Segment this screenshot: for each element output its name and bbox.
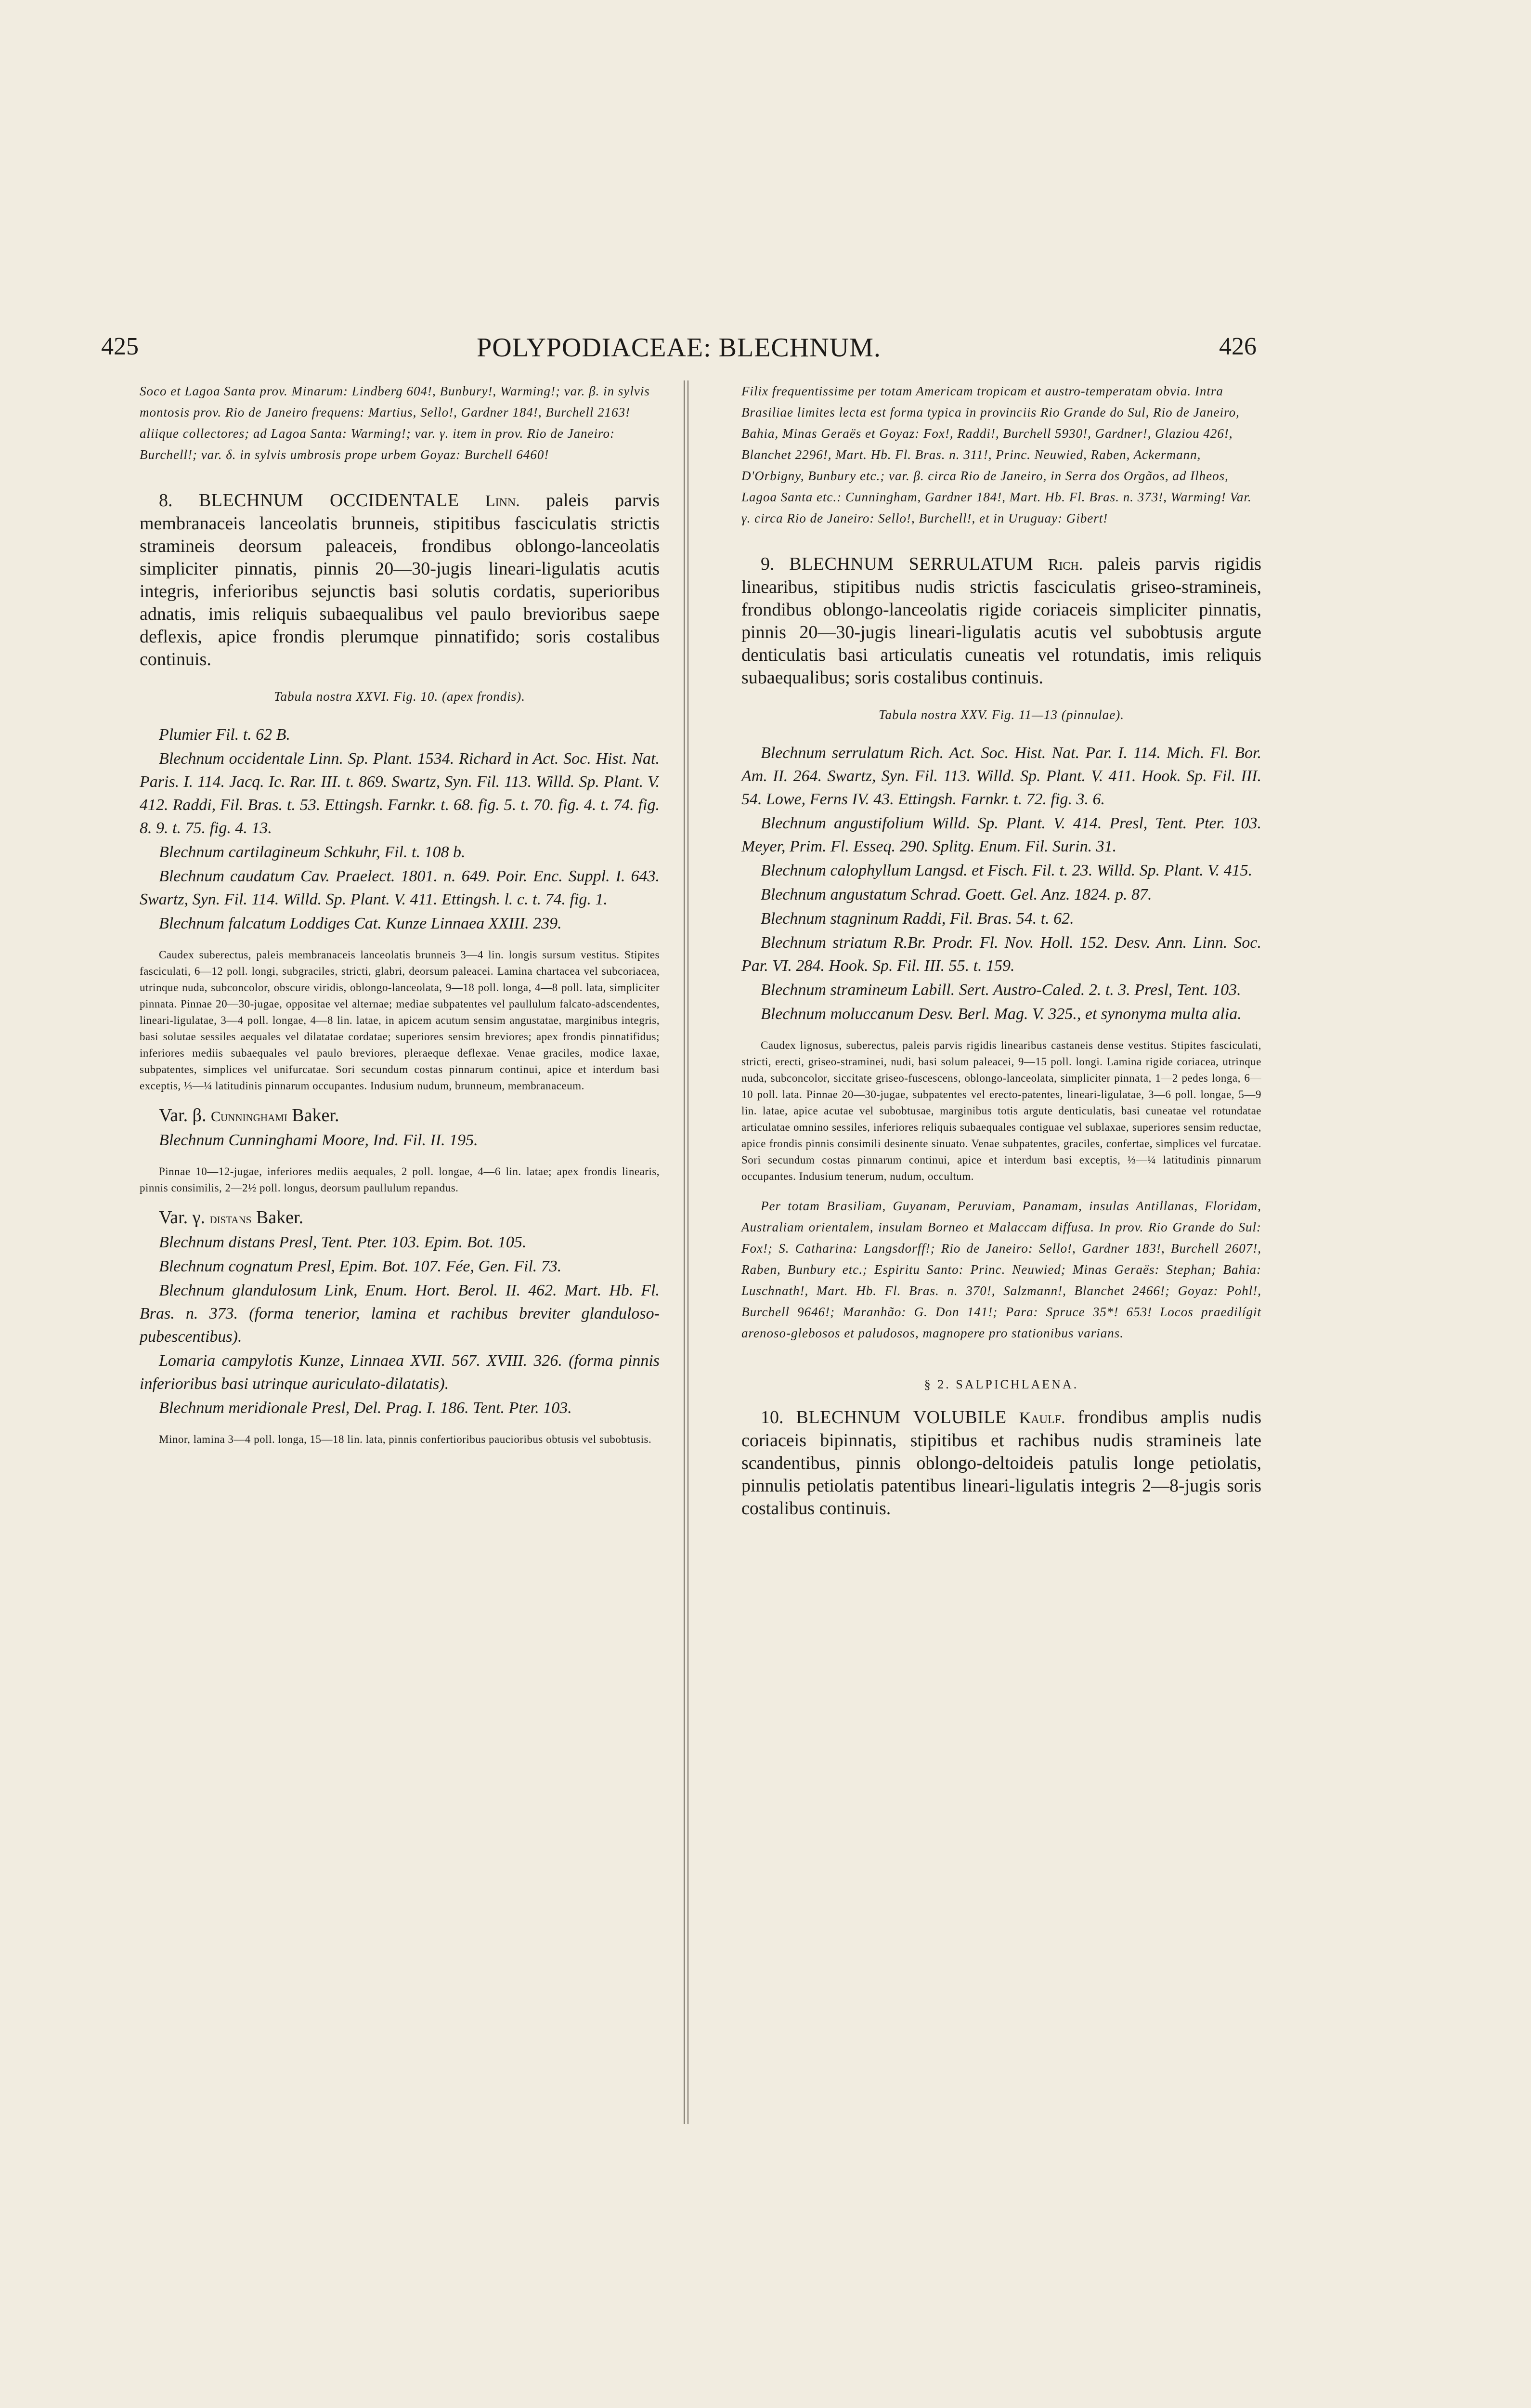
distribution: Per totam Brasiliam, Guyanam, Peruviam, Panamam, insulas Antillanas, Floridam, Australiam orientalem, insulam Borneo et Malaccam diffusa. In prov. Rio Grande do Sul: Fox!; S. Catharina: Langsdorff!; Rio de Janeiro: Sello!, Gardner 183!, Burchell 2607!, Raben, Bunbury etc.; Espiritu Santo: Princ. Neuwied; Minas Geraës: Stephan; Bahia: Luschnath!, Mart. Hb. Fl. Bras. n. 370!, Salzmann!, Blanchet 2466!; Goyaz: Pohl!, Burchell 9646!; Maranhão: G. Don 141!; Para: Spruce 35*! 653! Locos praedilígit arenoso-glebosos et paludosos, magnopere pro stationibus varians. xyxy=(741,1199,1261,1340)
synonym-line: Blechnum moluccanum Desv. Berl. Mag. V. 325., et synonyma multa alia. xyxy=(761,1005,1242,1023)
species-author: Linn. xyxy=(485,492,520,510)
species-8-diagnosis xyxy=(140,489,660,671)
diagnosis-text: frondibus amplis nudis coriaceis bipinnatis, stipitibus et rachibus nudis stramineis late scandentibus, pinnis oblongo-deltoideis patulis longe petiolatis, pinnulis petiolatis patentibus lineari-ligulatis integris 2—8-jugis soris costalibus continuis. xyxy=(741,1407,1262,1518)
right-column xyxy=(741,380,1261,1520)
synonym-line: Blechnum serrulatum Rich. Act. Soc. Hist. Nat. Par. I. 114. Mich. Fl. Bor. Am. II. 264. Swartz, Syn. Fil. 113. Willd. Sp. Plant. V. 411. Hook. Sp. Fil. III. 54. Lowe, Ferns IV. 43. Ettingsh. Farnkr. t. 72. fig. 3. 6. xyxy=(741,744,1261,808)
variety-label: Var. β. xyxy=(159,1105,207,1125)
synonym-line: Blechnum angustifolium Willd. Sp. Plant. V. 414. Presl, Tent. Pter. 103. Meyer, Prim. Fl. Esseq. 290. Splitg. Enum. Fil. Surin. 31. xyxy=(741,814,1261,855)
species-author: Kaulf. xyxy=(1019,1409,1065,1427)
species-name: BLECHNUM VOLUBILE xyxy=(796,1407,1007,1427)
distribution-continuation: Filix frequentissime per totam Americam tropicam et austro-temperatam obvia. Intra Brasiliae limites lecta est forma typica in provinciis Rio Grande do Sul, Rio de Janeiro, Bahia, Minas Geraës et Goyaz: Fox!, Raddi!, Burchell 5930!, Gardner!, Glaziou 426!, Blanchet 2296!, Mart. Hb. Fl. Bras. n. 311!, Princ. Neuwied, Raben, Ackermann, D'Orbigny, Bunbury etc.; var. β. circa Rio de Janeiro, in Serra dos Orgãos, ad Ilheos, Lagoa Santa etc.: Cunningham, Gardner 184!, Mart. Hb. Fl. Bras. n. 373!, Warming! Var. γ. circa Rio de Janeiro: Sello!, Burchell!, et in Uruguay: Gibert! xyxy=(741,384,1252,525)
variety-label: Var. γ. xyxy=(159,1207,205,1228)
species-9-diagnosis xyxy=(741,553,1261,689)
variety-heading-beta xyxy=(159,1105,660,1126)
synonym-line: Blechnum caudatum Cav. Praelect. 1801. n. 649. Poir. Enc. Suppl. I. 643. Swartz, Syn. Fil. 114. Willd. Sp. Plant. V. 411. Ettingsh. l. c. t. 74. fig. 1. xyxy=(140,867,660,908)
species-author: Rich. xyxy=(1048,556,1083,574)
species-number: 9. xyxy=(761,554,775,574)
locality-continuation: Soco et Lagoa Santa prov. Minarum: Lindberg 604!, Bunbury!, Warming!; var. β. in sylvis montosis prov. Rio de Janeiro frequens: Martius, Sello!, Gardner 184!, Burchell 2163! aliique collectores; ad Lagoa Santa: Warming!; var. γ. item in prov. Rio de Janeiro: Burchell!; var. δ. in sylvis umbrosis prope urbem Goyaz: Burchell 6460! xyxy=(140,384,650,462)
synonym-line: Lomaria campylotis Kunze, Linnaea XVII. 567. XVIII. 326. (forma pinnis inferioribus basi utrinque auriculato-dilatatis). xyxy=(140,1352,660,1393)
synonym-line: Blechnum glandulosum Link, Enum. Hort. Berol. II. 462. Mart. Hb. Fl. Bras. n. 373. (forma tenerior, lamina et rachibus breviter glanduloso-pubescentibus). xyxy=(140,1282,660,1346)
synonym-line: Blechnum stramineum Labill. Sert. Austro-Caled. 2. t. 3. Presl, Tent. 103. xyxy=(761,981,1241,999)
running-title: POLYPODIACEAE: BLECHNUM. xyxy=(477,333,881,363)
diagnosis-text: paleis parvis membranaceis lanceolatis brunneis, stipitibus fasciculatis strictis stramineis deorsum paleaceis, frondibus oblongo-lanceolatis simpliciter pinnatis, pinnis 20—30-jugis lineari-ligulatis acutis integris, inferioribus sejunctis basi solutis cordatis, superioribus adnatis, imis reliquis subaequalibus vel paulo brevioribus saepe deflexis, apice frondis plerumque pinnatifido; soris costalibus continuis. xyxy=(140,490,660,669)
synonym-line: Blechnum meridionale Presl, Del. Prag. I. 186. Tent. Pter. 103. xyxy=(159,1399,572,1417)
synonym-line: Blechnum calophyllum Langsd. et Fisch. Fil. t. 23. Willd. Sp. Plant. V. 415. xyxy=(761,862,1253,879)
plate-reference: Tabula nostra XXVI. Fig. 10. (apex frondis). xyxy=(274,689,525,704)
synonym-line: Blechnum striatum R.Br. Prodr. Fl. Nov. Holl. 152. Desv. Ann. Linn. Soc. Par. VI. 284. Hook. Sp. Fil. III. 55. t. 159. xyxy=(741,934,1261,975)
running-header xyxy=(101,332,1257,376)
synonym-line: Blechnum cognatum Presl, Epim. Bot. 107. Fée, Gen. Fil. 73. xyxy=(159,1257,562,1275)
synonym-line: Blechnum falcatum Loddiges Cat. Kunze Linnaea XXIII. 239. xyxy=(159,915,562,932)
synonym-line: Blechnum stagninum Raddi, Fil. Bras. 54. t. 62. xyxy=(761,910,1074,928)
plate-reference: Tabula nostra XXV. Fig. 11—13 (pinnulae). xyxy=(878,707,1125,722)
synonym-line: Blechnum occidentale Linn. Sp. Plant. 1534. Richard in Act. Soc. Hist. Nat. Paris. I. 114. Jacq. Ic. Rar. III. t. 869. Swartz, Syn. Fil. 113. Willd. Sp. Plant. V. 412. Raddi, Fil. Bras. t. 53. Ettingsh. Farnkr. t. 68. fig. 5. t. 70. fig. 4. t. 74. fig. 8. 9. t. 75. fig. 4. 13. xyxy=(140,750,660,837)
synonym-line: Blechnum angustatum Schrad. Goett. Gel. Anz. 1824. p. 87. xyxy=(761,886,1152,903)
column-divider xyxy=(684,380,688,2124)
variety-name: Cunninghami xyxy=(211,1109,287,1125)
variety-heading-gamma xyxy=(159,1207,660,1228)
species-name: BLECHNUM OCCIDENTALE xyxy=(198,490,459,510)
description: Caudex suberectus, paleis membranaceis lanceolatis brunneis 3—4 lin. longis sursum vestitus. Stipites fasciculati, 6—12 poll. longi, subgraciles, stricti, glabri, deorsum paleacei. Lamina chartacea vel subcoriacea, utrinque nuda, subconcolor, obscure viridis, oblongo-lanceolata, 9—18 poll. longa, 4—8 poll. lata, simpliciter pinnata. Pinnae 20—30-jugae, oppositae vel alternae; mediae subpatentes vel paullulum falcato-adscendentes, lineari-ligulatae, 3—4 poll. longae, 4—8 lin. latae, in apicem acutum sensim angustatae, marginibus integris, basi solutae sessiles aequales vel dilatatae cordatae; superiores sensim breviores; apex frondis pinnatifidus; inferiores mediis subaequales vel paulo breviores, pleraeque deflexae. Venae graciles, modice laxae, subpatentes, simplices vel unifurcatae. Sori secundum costas pinnarum continui, apice et interdum basi exceptis, ⅓—¼ latitudinis pinnarum occupantes. Indusium nudum, brunneum, membranaceum. xyxy=(140,949,660,1092)
variety-author: Baker. xyxy=(292,1105,339,1125)
synonym-line: Blechnum distans Presl, Tent. Pter. 103. Epim. Bot. 105. xyxy=(159,1233,527,1251)
description: Caudex lignosus, suberectus, paleis parvis rigidis linearibus castaneis dense vestitus. Stipites fasciculati, stricti, erecti, griseo-straminei, nudi, basi solum paleacei, 9—15 poll. longi. Lamina rigide coriacea, utrinque nuda, subconcolor, siccitate griseo-fuscescens, oblongo-lanceolata, simpliciter pinnata, 1—2 pedes longa, 6—10 poll. lata. Pinnae 20—30-jugae, subpatentes vel erecto-patentes, lineari-ligulatae, 3—6 poll. longae, 5—9 lin. latae, apice acutae vel subobtusae, marginibus totis argute denticulatis, basi cuneatae vel rotundatae articulatae omnino sessiles, inferiores reliquis subaequales contiguae vel sublaxae, superiores sensim reductae, apice frondis pinnis consimili desinente sinuato. Venae subpatentes, graciles, confertae, simplices vel furcatae. Sori secundum costas pinnarum continui, apice et interdum basi exceptis, ⅓—¼ latitudinis pinnarum occupantes. Indusium tenerum, nudum, occultum. xyxy=(741,1039,1261,1182)
variety-description: Minor, lamina 3—4 poll. longa, 15—18 lin. lata, pinnis confertioribus paucioribus obtusis vel subobtusis. xyxy=(159,1433,652,1445)
synonym-line: Blechnum Cunninghami Moore, Ind. Fil. II. 195. xyxy=(159,1131,478,1149)
variety-name: distans xyxy=(209,1211,252,1227)
synonym-line: Plumier Fil. t. 62 B. xyxy=(159,726,290,744)
diagnosis-text: paleis parvis rigidis linearibus, stipitibus nudis strictis fasciculatis griseo-stramineis, frondibus oblongo-lanceolatis rigide coriaceis simpliciter pinnatis, pinnis 20—30-jugis lineari-ligulatis acutis vel subobtusis argute denticulatis basi articulatis cuneatis vel rotundatis, imis reliquis subaequalibus; soris costalibus continuis. xyxy=(741,554,1262,688)
left-column xyxy=(140,380,660,1448)
variety-author: Baker. xyxy=(256,1207,304,1228)
section-heading: § 2. SALPICHLAENA. xyxy=(924,1377,1079,1391)
synonym-line: Blechnum cartilagineum Schkuhr, Fil. t. 108 b. xyxy=(159,843,466,861)
page-number-left: 425 xyxy=(101,333,139,360)
page-number-right: 426 xyxy=(1219,333,1257,360)
variety-description: Pinnae 10—12-jugae, inferiores mediis aequales, 2 poll. longae, 4—6 lin. latae; apex frondis linearis, pinnis consimilis, 2—2½ poll. longus, deorsum paullulum repandus. xyxy=(140,1165,660,1194)
species-number: 10. xyxy=(761,1407,784,1427)
species-number: 8. xyxy=(159,490,173,510)
species-name: BLECHNUM SERRULATUM xyxy=(789,554,1034,574)
species-10-diagnosis xyxy=(741,1406,1261,1520)
